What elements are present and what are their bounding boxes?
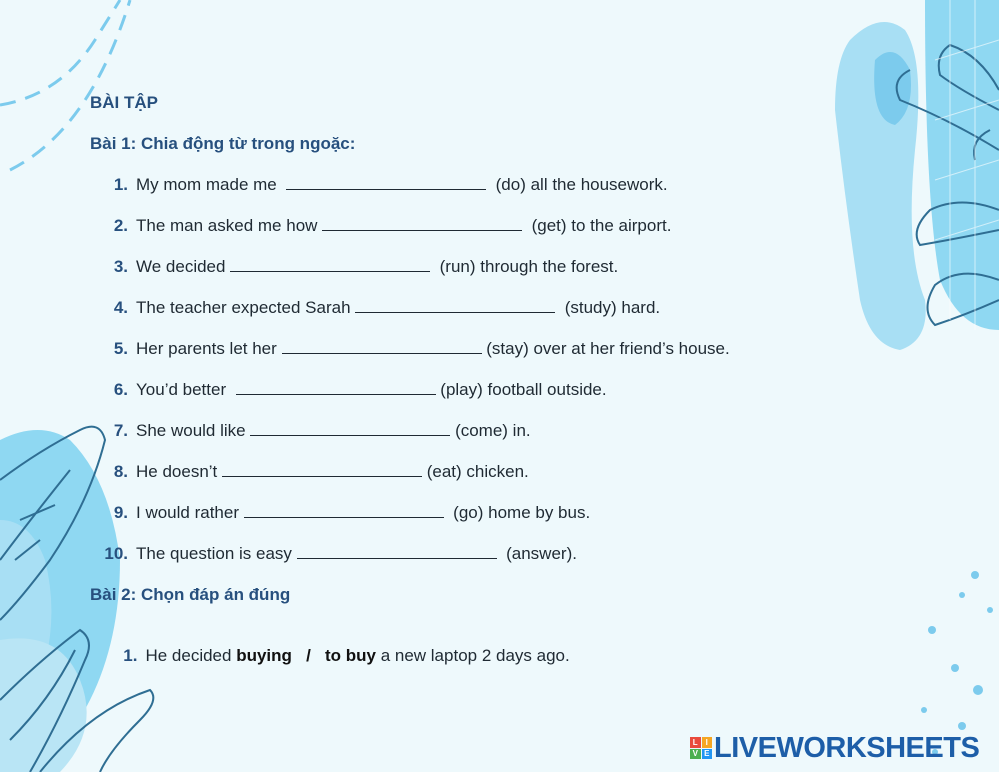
item-text-before: You’d better bbox=[136, 380, 236, 399]
liveworksheets-logo bbox=[690, 732, 979, 764]
item-number: 2. bbox=[113, 216, 128, 235]
option-separator: / bbox=[291, 646, 325, 665]
item-text-after: (go) home by bus. bbox=[443, 503, 591, 522]
exercise-item bbox=[90, 503, 790, 523]
answer-blank[interactable] bbox=[236, 380, 436, 395]
item-text-after: (answer). bbox=[496, 544, 577, 563]
item-number: 10. bbox=[104, 544, 128, 563]
page-title: BÀI TẬP bbox=[90, 93, 158, 112]
item-text-after: (get) to the airport. bbox=[522, 216, 672, 235]
logo-text: LIVEWORKSHEETS bbox=[714, 731, 980, 764]
answer-blank[interactable] bbox=[297, 544, 497, 559]
answer-blank[interactable] bbox=[355, 298, 555, 313]
item-text-before: Her parents let her bbox=[136, 339, 282, 358]
exercise-item bbox=[90, 421, 790, 441]
section1-title: Bài 1: Chia động từ trong ngoặc: bbox=[90, 134, 356, 153]
logo-letter: V bbox=[690, 749, 701, 760]
item-text-after: (play) football outside. bbox=[435, 380, 607, 399]
section2-title: Bài 2: Chọn đáp án đúng bbox=[90, 585, 291, 604]
answer-blank[interactable] bbox=[286, 175, 486, 190]
item-text-before: We decided bbox=[136, 257, 231, 276]
item-number: 1. bbox=[113, 175, 128, 194]
answer-blank[interactable] bbox=[322, 216, 522, 231]
item-text-before: My mom made me bbox=[136, 175, 287, 194]
item-text-after: (eat) chicken. bbox=[422, 462, 529, 481]
answer-blank[interactable] bbox=[222, 462, 422, 477]
item-number: 8. bbox=[113, 462, 128, 481]
exercise-item bbox=[90, 544, 790, 564]
logo-icon bbox=[690, 737, 712, 759]
answer-blank[interactable] bbox=[230, 257, 430, 272]
item-number: 3. bbox=[113, 257, 128, 276]
item-number: 7. bbox=[113, 421, 128, 440]
item-text-before: The teacher expected Sarah bbox=[136, 298, 356, 317]
item-text-after: a new laptop 2 days ago. bbox=[375, 646, 570, 665]
logo-letter: E bbox=[702, 749, 713, 760]
item-text-before: She would like bbox=[136, 421, 251, 440]
logo-letter: L bbox=[690, 737, 701, 748]
answer-blank[interactable] bbox=[250, 421, 450, 436]
item-text-after: (stay) over at her friend’s house. bbox=[481, 339, 730, 358]
item-number: 6. bbox=[113, 380, 128, 399]
answer-blank[interactable] bbox=[244, 503, 444, 518]
item-text-before: He decided bbox=[145, 646, 237, 665]
item-text-before: He doesn’t bbox=[136, 462, 222, 481]
exercise-item bbox=[90, 380, 790, 400]
exercise-item bbox=[90, 462, 790, 482]
answer-blank[interactable] bbox=[282, 339, 482, 354]
item-text-before: I would rather bbox=[136, 503, 244, 522]
item-number: 4. bbox=[113, 298, 128, 317]
logo-letter: I bbox=[702, 737, 713, 748]
item-number: 1. bbox=[123, 646, 138, 665]
exercise-item bbox=[90, 257, 790, 277]
item-text-after: (run) through the forest. bbox=[430, 257, 619, 276]
item-number: 9. bbox=[113, 503, 128, 522]
exercise-item bbox=[90, 298, 790, 318]
item-text-after: (come) in. bbox=[450, 421, 531, 440]
item-text-after: (do) all the housework. bbox=[486, 175, 668, 194]
item-text-before: The question is easy bbox=[136, 544, 297, 563]
option-buying[interactable]: buying bbox=[236, 646, 292, 665]
exercise-item bbox=[90, 339, 790, 359]
exercise-item bbox=[90, 175, 790, 195]
option-to-buy[interactable]: to buy bbox=[324, 646, 376, 665]
item-text-after: (study) hard. bbox=[555, 298, 661, 317]
item-text-before: The man asked me how bbox=[136, 216, 323, 235]
item-number: 5. bbox=[113, 339, 128, 358]
exercise-item bbox=[90, 216, 790, 236]
choice-item bbox=[90, 626, 790, 666]
